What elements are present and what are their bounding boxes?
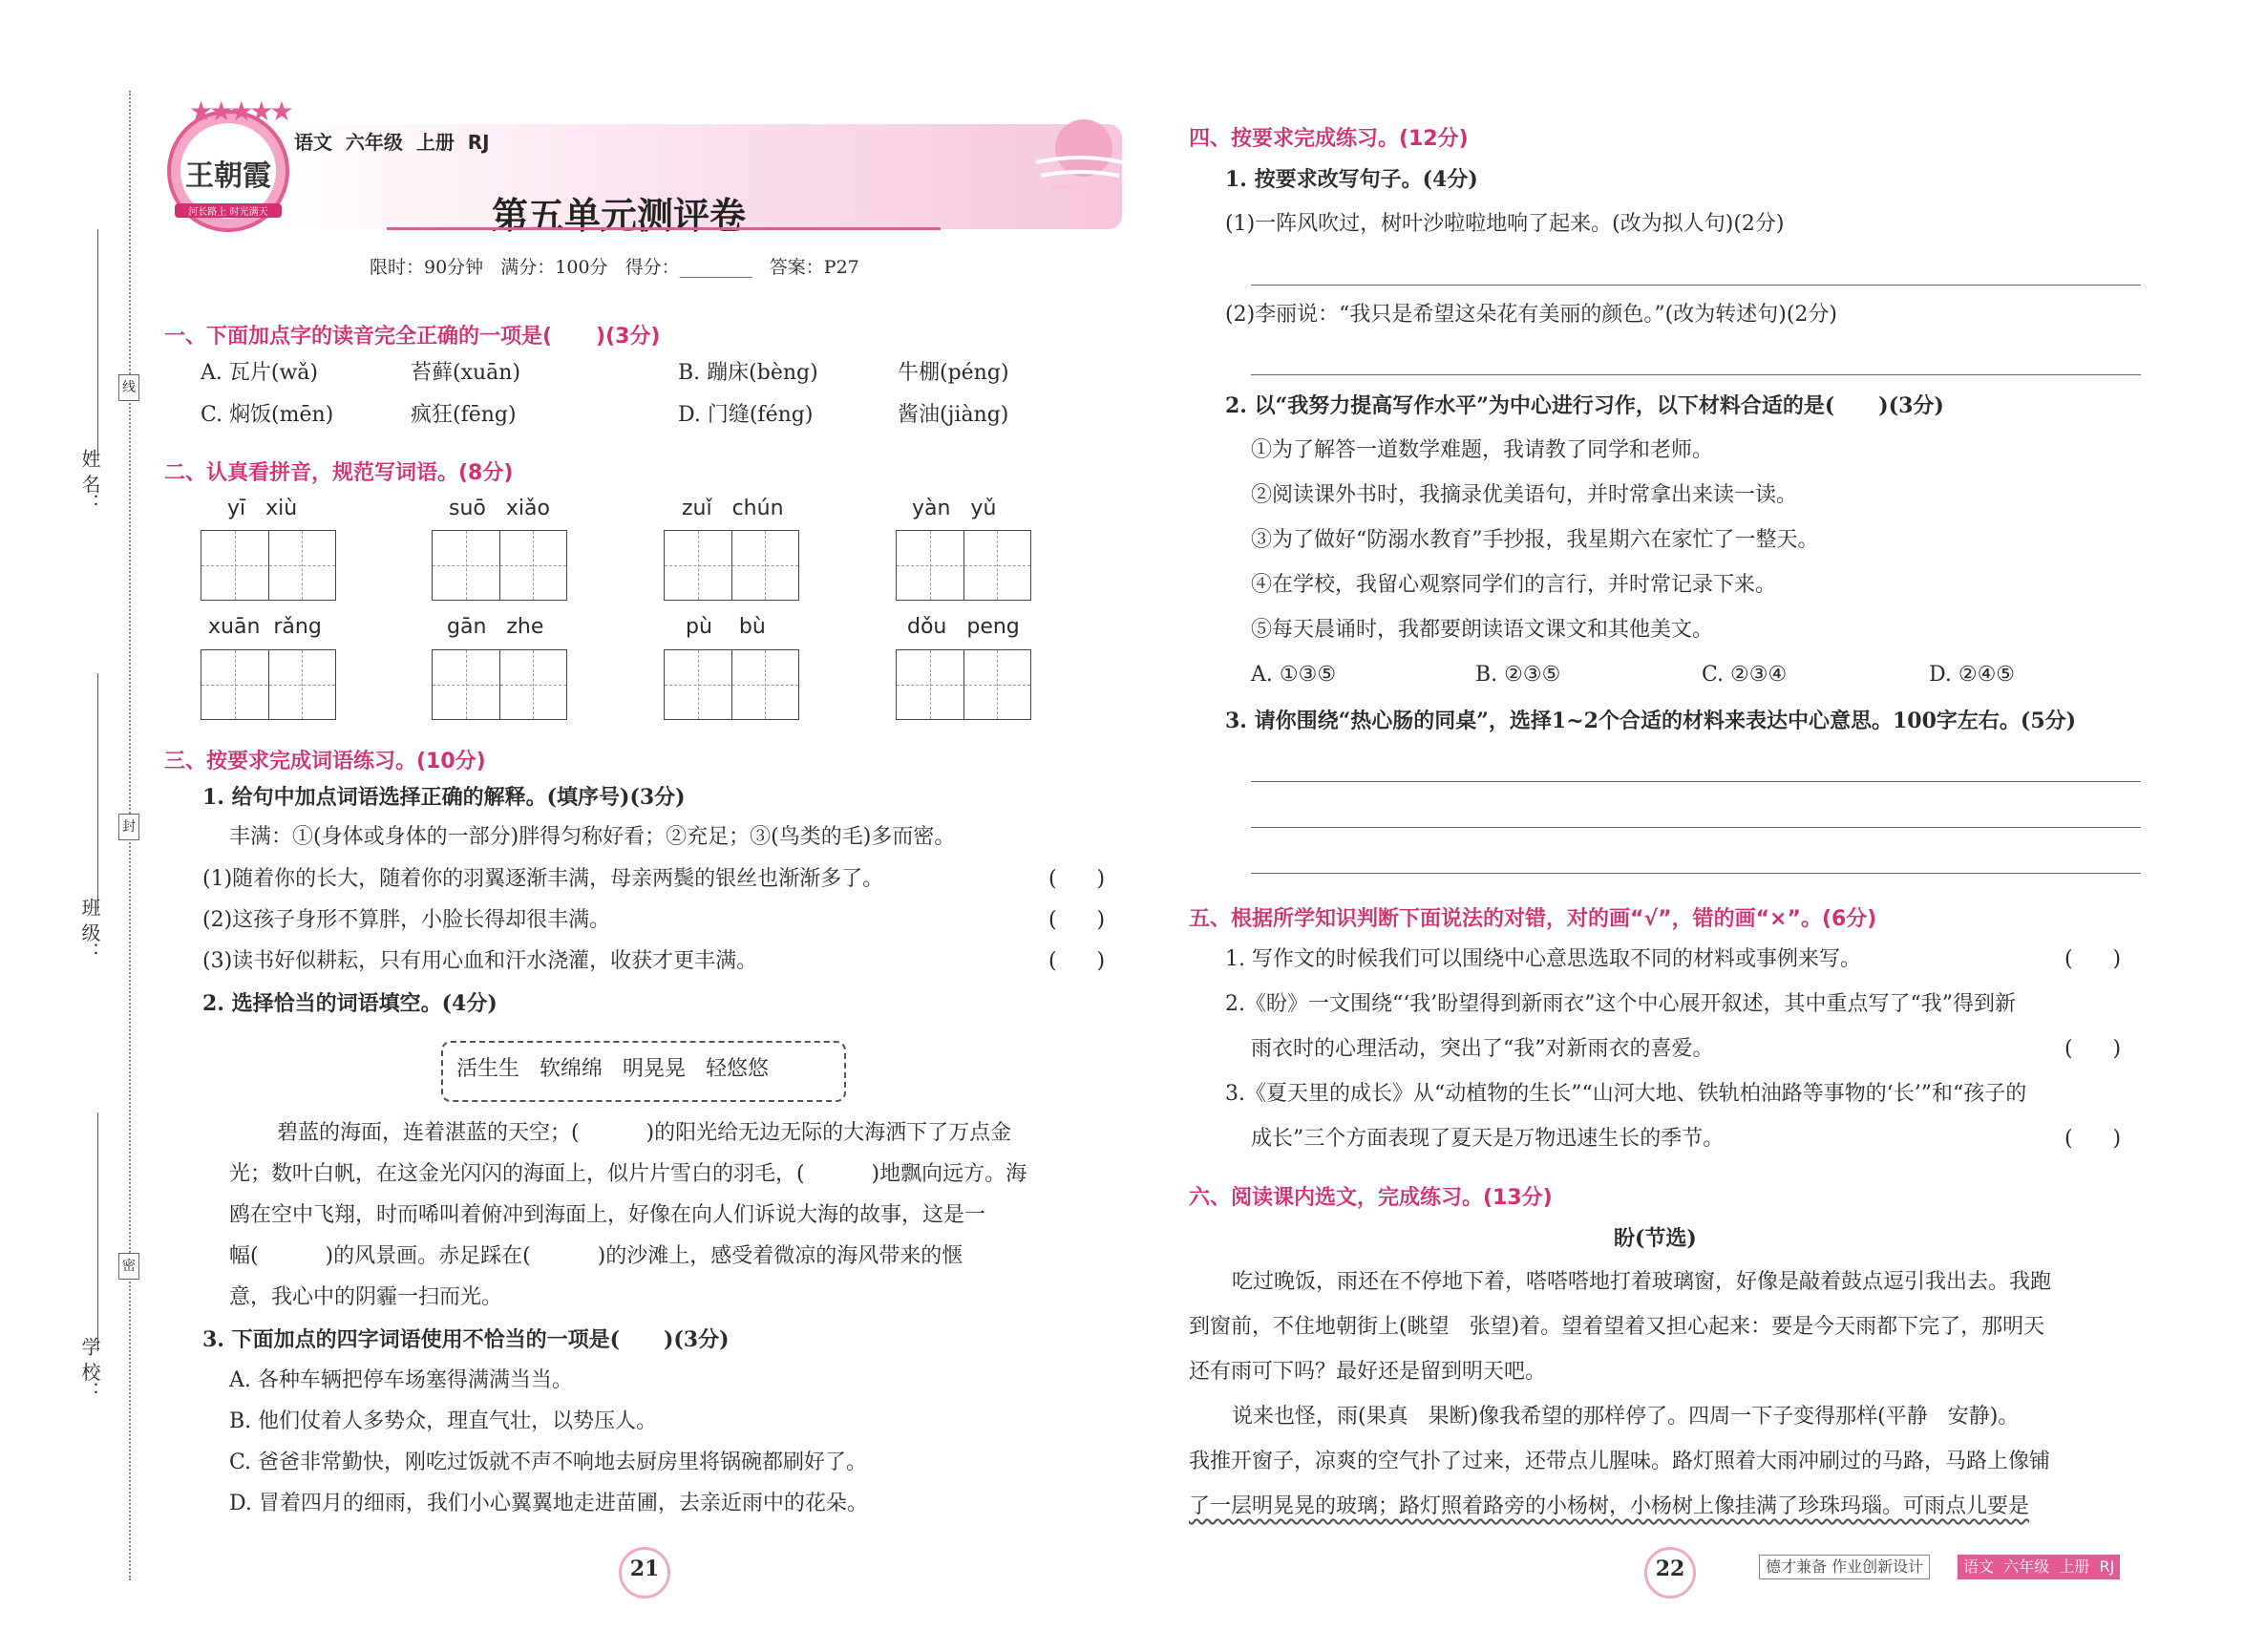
sec3-q1-def: 丰满：①(身体或身体的一部分)胖得匀称好看；②充足；③(鸟类的毛)多而密。 — [229, 825, 956, 849]
sec4-q2-opt-a: A. ①③⑤ — [1251, 663, 1337, 687]
sec4-q2-opt-b: B. ②③⑤ — [1475, 663, 1561, 687]
writing-grid-2[interactable] — [432, 530, 567, 601]
sec2-heading: 二、认真看拼音，规范写词语。(8分) — [164, 461, 514, 485]
passage-line4: 说来也怪，雨(果真 果断)像我希望的那样停了。四周一下子变得那样(平静 安静)。 — [1232, 1405, 2020, 1429]
sec1-opt-d2: 酱油(jiàng) — [898, 403, 1009, 427]
header-meta: 语文 六年级 上册 RJ — [294, 131, 490, 154]
sec1-opt-d1: D. 门缝(féng) — [678, 403, 814, 427]
sec1-opt-c2: 疯狂(fēng) — [411, 403, 517, 427]
sec3-q1: 1. 给句中加点词语选择正确的解释。(填序号)(3分) — [202, 785, 686, 810]
sec1-opt-a2: 苔藓(xuān) — [411, 361, 521, 385]
class-label: 班 级： — [78, 898, 101, 962]
sec4-q1: 1. 按要求改写句子。(4分) — [1225, 167, 1478, 192]
sec1-opt-a1: A. 瓦片(wǎ) — [201, 361, 318, 385]
writing-grid-8[interactable] — [896, 649, 1031, 720]
pinyin-6: gān zhe — [447, 615, 544, 639]
sec4-q2-opt-c: C. ②③④ — [1702, 663, 1788, 687]
sec4-q2-item1: ①为了解答一道数学难题，我请教了同学和老师。 — [1251, 438, 1714, 462]
seal-tag-mi: 密 — [118, 1253, 139, 1280]
passage-line5: 我推开窗子，凉爽的空气扑了过来，还带点儿腥味。路灯照着大雨冲刷过的马路，马路上像铺 — [1189, 1450, 2051, 1473]
judge-paren-1[interactable]: ( ) — [2064, 947, 2122, 971]
sec3-q1-item1: (1)随着你的长大，随着你的羽翼逐渐丰满，母亲两鬓的银丝也渐渐多了。 — [202, 867, 884, 891]
answer-paren-3[interactable]: ( ) — [1048, 949, 1106, 973]
sec4-heading: 四、按要求完成练习。(12分) — [1189, 127, 1469, 151]
writing-grid-5[interactable] — [201, 649, 336, 720]
name-label: 姓 名： — [78, 449, 101, 513]
passage-line6: 了一层明晃晃的玻璃；路灯照着路旁的小杨树，小杨树上像挂满了珍珠玛瑙。可雨点儿要是 — [1189, 1494, 2030, 1518]
sec4-q2-opt-d: D. ②④⑤ — [1929, 663, 2016, 687]
school-blank — [97, 1112, 98, 1351]
answer-line-1[interactable] — [1251, 285, 2141, 286]
answer-paren-1[interactable]: ( ) — [1048, 867, 1106, 891]
sec3-q2: 2. 选择恰当的词语填空。(4分) — [202, 991, 497, 1016]
passage-line3: 还有雨可下吗？最好还是留到明天吧。 — [1189, 1360, 1547, 1384]
pinyin-1: yī xiù — [227, 497, 298, 520]
class-blank — [97, 673, 98, 912]
sec4-q2-item2: ②阅读课外书时，我摘录优美语句，并时常拿出来读一读。 — [1251, 483, 1798, 507]
writing-grid-1[interactable] — [201, 530, 336, 601]
sec3-q3-opt-d: D. 冒着四月的细雨，我们小心翼翼地走进苗圃，去亲近雨中的花朵。 — [229, 1492, 868, 1515]
seal-tag-feng: 封 — [118, 814, 139, 840]
passage-title: 盼(节选) — [1614, 1226, 1697, 1251]
page-number-right: 22 — [1655, 1557, 1685, 1581]
pinyin-4: yàn yǔ — [912, 497, 997, 520]
answer-line-4[interactable] — [1251, 827, 2141, 828]
sec4-q1b: (2)李丽说：“我只是希望这朵花有美丽的颜色。”(改为转述句)(2分) — [1225, 303, 1837, 327]
pinyin-3: zuǐ chún — [682, 497, 784, 520]
sec3-q3-opt-c: C. 爸爸非常勤快，刚吃过饭就不声不响地去厨房里将锅碗都刷好了。 — [229, 1451, 868, 1474]
sec5-item2a: 2.《盼》一文围绕“‘我’盼望得到新雨衣”这个中心展开叙述，其中重点写了“我”得到新 — [1225, 992, 2016, 1016]
sec5-item2b: 雨衣时的心理活动，突出了“我”对新雨衣的喜爱。 — [1251, 1037, 1714, 1061]
school-label: 学 校： — [78, 1337, 101, 1401]
page-number-left: 21 — [629, 1557, 660, 1581]
answer-line-5[interactable] — [1251, 873, 2141, 874]
sec5-item3b: 成长”三个方面表现了夏天是万物迅速生长的季节。 — [1251, 1127, 1725, 1151]
sec3-q2-line2: 光；数叶白帆，在这金光闪闪的海面上，似片片雪白的羽毛，( )地飘向远方。海 — [229, 1162, 1027, 1186]
sec4-q2-item4: ④在学校，我留心观察同学们的言行，并时常记录下来。 — [1251, 573, 1777, 597]
sec3-q2-line5: 意，我心中的阴霾一扫而光。 — [229, 1285, 503, 1309]
sec3-q3-opt-b: B. 他们仗着人多势众，理直气壮，以势压人。 — [229, 1409, 658, 1433]
name-blank — [97, 229, 98, 458]
sec1-heading: 一、下面加点字的读音完全正确的一项是( )(3分) — [164, 325, 661, 349]
writing-grid-7[interactable] — [664, 649, 799, 720]
brand-emblem — [167, 110, 289, 232]
brand-subtitle: 河长路上 时光满天 — [175, 203, 282, 218]
sec4-q2-item3: ③为了做好“防溺水教育”手抄报，我星期六在家忙了一整天。 — [1251, 528, 1819, 552]
pinyin-7: pù bù — [686, 615, 766, 639]
seal-tag-xian: 线 — [118, 374, 139, 401]
page-title: 第五单元测评卷 — [492, 195, 747, 237]
sec4-q1a: (1)一阵风吹过，树叶沙啦啦地响了起来。(改为拟人句)(2分) — [1225, 212, 1785, 236]
answer-line-3[interactable] — [1251, 781, 2141, 782]
sec4-q3: 3. 请你围绕“热心肠的同桌”，选择1~2个合适的材料来表达中心意思。100字左右。(5分) — [1225, 709, 2077, 733]
exam-info: 限时：90分钟 满分：100分 得分：________ 答案：P27 — [370, 257, 859, 278]
sec3-q1-item2: (2)这孩子身形不算胖，小脸长得却很丰满。 — [202, 908, 611, 932]
sec3-q3: 3. 下面加点的四字词语使用不恰当的一项是( )(3分) — [202, 1327, 730, 1352]
footer-brand: 德才兼备 作业创新设计 — [1759, 1555, 1930, 1579]
answer-paren-2[interactable]: ( ) — [1048, 908, 1106, 932]
writing-grid-4[interactable] — [896, 530, 1031, 601]
sec1-opt-c1: C. 焖饭(mēn) — [201, 403, 334, 427]
sec3-q2-line3: 鸥在空中飞翔，时而唏叫着俯冲到海面上，好像在向人们诉说大海的故事，这是一 — [229, 1203, 986, 1227]
passage-line1: 吃过晚饭，雨还在不停地下着，嗒嗒嗒地打着玻璃窗，好像是敲着鼓点逗引我出去。我跑 — [1232, 1270, 2052, 1294]
judge-paren-2[interactable]: ( ) — [2064, 1037, 2122, 1061]
pinyin-8: dǒu peng — [907, 615, 1020, 639]
sec3-heading: 三、按要求完成词语练习。(10分) — [164, 750, 486, 773]
sec3-q3-opt-a: A. 各种车辆把停车场塞得满满当当。 — [229, 1368, 573, 1392]
sec1-opt-b1: B. 蹦床(bèng) — [678, 361, 818, 385]
pinyin-2: suō xiǎo — [449, 497, 550, 520]
sec5-item1: 1. 写作文的时候我们可以围绕中心意思选取不同的材料或事例来写。 — [1225, 947, 1861, 971]
sec3-q2-line1: 碧蓝的海面，连着湛蓝的天空；( )的阳光给无边无际的大海洒下了万点金 — [277, 1121, 1012, 1145]
brand-name: 王朝霞 — [185, 159, 271, 193]
passage-line2: 到窗前，不住地朝街上(眺望 张望)着。望着望着又担心起来：要是今天雨都下完了，那明天 — [1189, 1315, 2045, 1339]
writing-grid-6[interactable] — [432, 649, 567, 720]
judge-paren-3[interactable]: ( ) — [2064, 1127, 2122, 1151]
sec4-q2-item5: ⑤每天晨诵时，我都要朗读语文课文和其他美文。 — [1251, 618, 1714, 642]
word-bank: 活生生 软绵绵 明晃晃 轻悠悠 — [456, 1057, 769, 1081]
footer-brand-meta: 语文 六年级 上册 RJ — [1958, 1555, 2120, 1579]
sec3-q1-item3: (3)读书好似耕耘，只有用心血和汗水浇灌，收获才更丰满。 — [202, 949, 758, 973]
sunset-logo-icon — [1031, 105, 1127, 210]
sec6-heading: 六、阅读课内选文，完成练习。(13分) — [1189, 1186, 1553, 1210]
sec5-item3a: 3.《夏天里的成长》从“动植物的生长”“山河大地、铁轨柏油路等事物的‘长’”和“孩子的 — [1225, 1082, 2027, 1106]
sec4-q2: 2. 以“我努力提高写作水平”为中心进行习作，以下材料合适的是( )(3分) — [1225, 393, 1944, 418]
sec1-opt-b2: 牛棚(péng) — [898, 361, 1009, 385]
pinyin-5: xuān rǎng — [208, 615, 322, 639]
writing-grid-3[interactable] — [664, 530, 799, 601]
sec5-heading: 五、根据所学知识判断下面说法的对错，对的画“√”，错的画“×”。(6分) — [1189, 907, 1877, 931]
crown-icon: ★★★★★ — [189, 95, 290, 127]
title-underline — [387, 227, 941, 230]
sec3-q2-line4: 幅( )的风景画。赤足踩在( )的沙滩上，感受着微凉的海风带来的惬 — [229, 1244, 963, 1268]
answer-line-2[interactable] — [1251, 374, 2141, 375]
